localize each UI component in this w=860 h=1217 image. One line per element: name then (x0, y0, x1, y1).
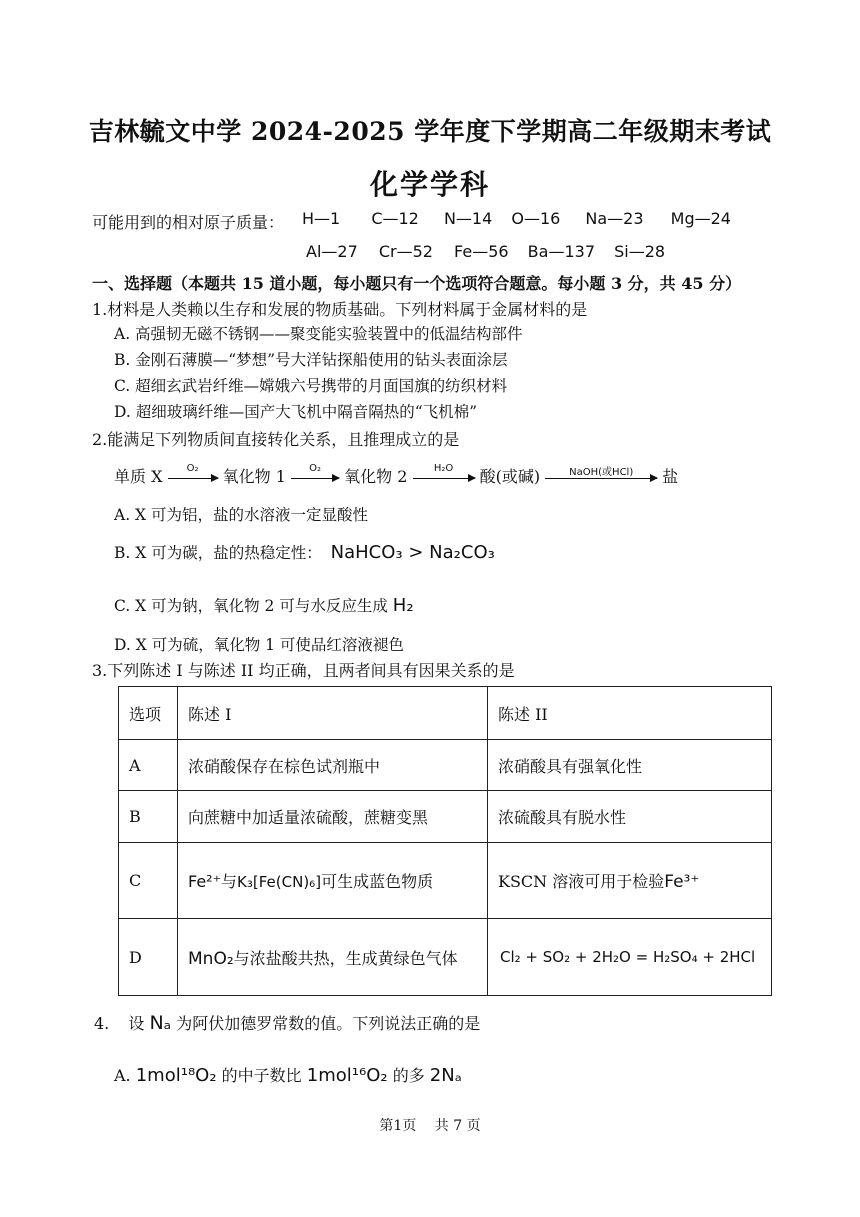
row-statement-2: 浓硝酸具有强氧化性 (488, 740, 772, 791)
row-statement-2: 浓硫酸具有脱水性 (488, 791, 772, 843)
q2-option-a: A. X 可为铝，盐的水溶液一定显酸性 (114, 506, 369, 524)
atomic-mass-label: 可能用到的相对原子质量： (92, 213, 285, 232)
q4-option-a (114, 1063, 462, 1086)
mass-n: N—14 (443, 209, 493, 228)
row-c-text-blue: 可生成蓝色物质 (321, 872, 434, 891)
arrow-label-o2-1: O₂ (186, 463, 199, 474)
mass-fe: Fe—56 (454, 242, 509, 261)
table-header-row (119, 687, 772, 740)
chain-salt: 盐 (662, 467, 679, 486)
arrow-h2o (413, 463, 475, 479)
fe3-ion: Fe³⁺ (664, 872, 700, 892)
arrow-label-naoh-hcl: NaOH(或HCl) (569, 467, 634, 478)
mass-mg: Mg—24 (670, 209, 731, 228)
mass-o: O—16 (511, 209, 561, 228)
page-total: 共 7 页 (434, 1118, 481, 1134)
two-na-formula: 2Nₐ (429, 1065, 462, 1086)
exam-title: 吉林毓文中学 2024-2025 学年度下学期高二年级期末考试 (88, 117, 772, 146)
row-statement-1 (178, 843, 488, 919)
row-c-text-with: 与 (221, 872, 238, 891)
chain-acid-base: 酸(或碱) (479, 467, 541, 486)
q4-option-a-text1: 的中子数比 (221, 1066, 302, 1085)
table-row (119, 791, 772, 843)
q1-option-b: B. 金刚石薄膜—“梦想”号大洋钻探船使用的钻头表面涂层 (114, 351, 508, 369)
mass-cr: Cr—52 (378, 242, 433, 261)
atomic-mass-row1 (302, 209, 731, 228)
header-option: 选项 (119, 687, 178, 740)
ferricyanide-formula: K₃[Fe(CN)₆] (237, 873, 322, 891)
row-c-kscn-text: KSCN 溶液可用于检验 (498, 872, 665, 891)
header-statement-2: 陈述 II (488, 687, 772, 740)
page-number: 第1页 (379, 1118, 417, 1134)
q3-stem: 3.下列陈述 I 与陈述 II 均正确，且两者间具有因果关系的是 (92, 661, 515, 680)
chain-oxide-1: 氧化物 1 (222, 467, 286, 486)
arrow-label-h2o: H₂O (433, 463, 454, 474)
q2-option-c-text: C. X 可为钠，氧化物 2 可与水反应生成 (114, 597, 388, 615)
page-footer (0, 1115, 860, 1135)
q4-text-b: 为阿伏加德罗常数的值。下列说法正确的是 (176, 1014, 481, 1033)
o16-formula: 1mol¹⁶O₂ (306, 1065, 388, 1086)
table-row (119, 919, 772, 996)
mass-ba: Ba—137 (527, 242, 595, 261)
row-statement-1 (178, 919, 488, 996)
section-heading: 一、选择题（本题共 15 道小题，每小题只有一个选项符合题意。每小题 3 分，共 45 分） (92, 274, 742, 293)
avogadro-symbol: Nₐ (149, 1012, 172, 1034)
row-d-text: 与浓盐酸共热，生成黄绿色气体 (233, 948, 458, 968)
row-option: A (119, 740, 178, 791)
q2-option-b (114, 541, 495, 563)
q4-number: 4. (94, 1014, 110, 1033)
atomic-mass-row2 (306, 242, 665, 261)
q1-option-d: D. 超细玻璃纤维—国产大飞机中隔音隔热的“飞机棉” (114, 403, 478, 421)
row-statement-1: 向蔗糖中加适量浓硫酸，蔗糖变黑 (178, 791, 488, 843)
q2-option-b-text: B. X 可为碳，盐的热稳定性： (114, 544, 322, 562)
q1-option-a: A. 高强韧无磁不锈钢——聚变能实验装置中的低温结构部件 (114, 325, 523, 343)
chain-simple-x: 单质 X (114, 467, 163, 486)
arrow-label-o2-2: O₂ (309, 463, 321, 474)
q1-stem: 1.材料是人类赖以生存和发展的物质基础。下列材料属于金属材料的是 (92, 300, 588, 319)
q4-stem (94, 1011, 480, 1034)
q2-option-b-formula: NaHCO₃ > Na₂CO₃ (330, 542, 495, 563)
mass-al: Al—27 (306, 242, 358, 261)
row-statement-2: Cl₂ + SO₂ + 2H₂O = H₂SO₄ + 2HCl (488, 919, 772, 996)
arrow-naoh-hcl (545, 467, 657, 479)
arrow-o2-1 (168, 463, 218, 479)
q2-option-d: D. X 可为硫，氧化物 1 可使品红溶液褪色 (114, 636, 404, 654)
q4-text-a: 设 (128, 1014, 145, 1033)
subject-title: 化学学科 (369, 168, 490, 201)
conversion-chain (114, 464, 678, 487)
mass-h: H—1 (302, 209, 341, 228)
q4-option-a-text2: 的多 (392, 1066, 425, 1085)
row-statement-1: 浓硝酸保存在棕色试剂瓶中 (178, 740, 488, 791)
arrow-o2-2 (291, 463, 339, 479)
q4-option-a-label: A. (114, 1066, 131, 1085)
row-option: D (119, 919, 178, 996)
q2-option-c-formula: H₂ (392, 595, 414, 616)
mno2-formula: MnO₂ (188, 948, 234, 969)
row-option: B (119, 791, 178, 843)
q1-option-c: C. 超细玄武岩纤维—嫦娥六号携带的月面国旗的纺织材料 (114, 377, 508, 395)
row-option: C (119, 843, 178, 919)
q2-stem: 2.能满足下列物质间直接转化关系，且推理成立的是 (92, 430, 460, 449)
q3-table (118, 686, 772, 996)
mass-si: Si—28 (614, 242, 666, 261)
table-row (119, 740, 772, 791)
header-statement-1: 陈述 I (178, 687, 488, 740)
o18-formula: 1mol¹⁸O₂ (135, 1065, 217, 1086)
q2-option-c (114, 594, 414, 616)
mass-c: C—12 (371, 209, 419, 228)
chain-oxide-2: 氧化物 2 (344, 467, 408, 486)
fe2-ion: Fe²⁺ (188, 872, 222, 891)
row-statement-2 (488, 843, 772, 919)
mass-na: Na—23 (585, 209, 644, 228)
table-row (119, 843, 772, 919)
